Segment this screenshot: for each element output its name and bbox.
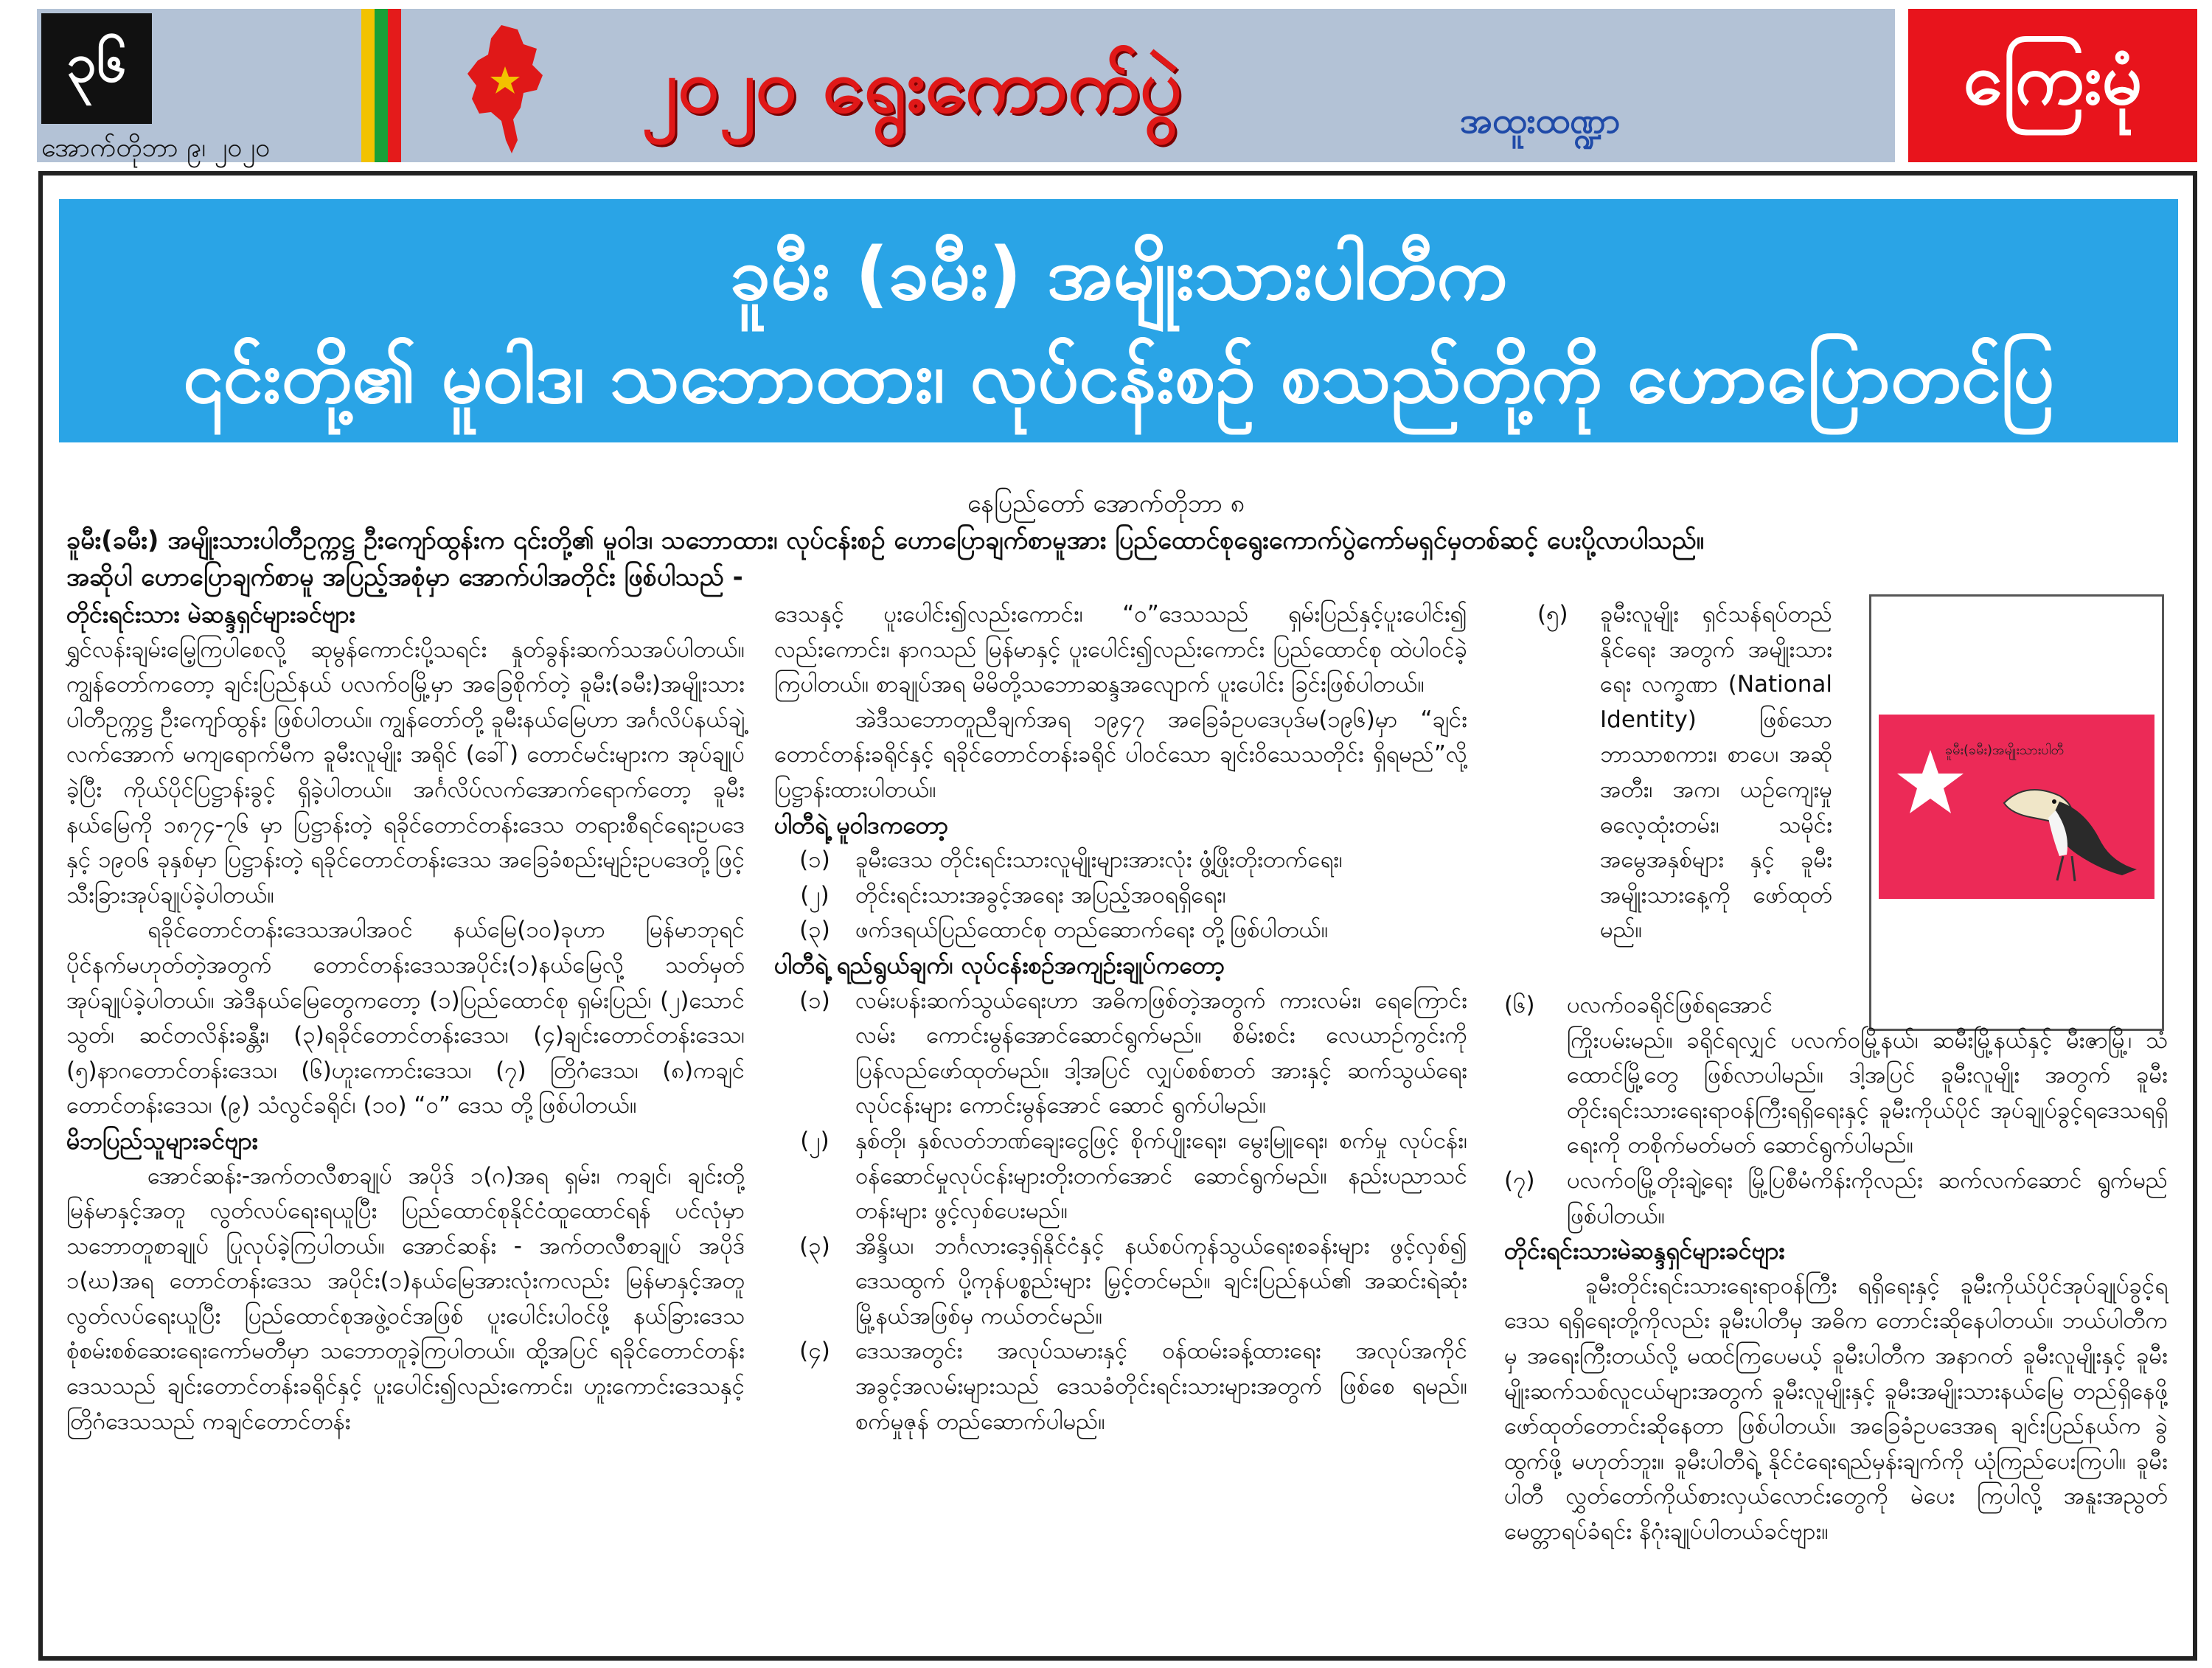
headline-line-1: ခူမီး (ခမီး) အမျိုးသားပါတီက (729, 232, 1508, 316)
list-number: (၃) (799, 917, 830, 944)
list-item (774, 913, 1467, 948)
newspaper-header (37, 9, 2197, 162)
list-text: ကြိုးပမ်းမည်။ ခရိုင်ရလျှင် ပလက်ဝမြို့နယ်၊ ဆမီးမြို့နယ်နှင့် မီးဇာမြို့၊ သံထောင်မြို့တွေ ဖြစ်လာပါမည်။ ဒါ့အပြင် ခူမီးလူမျိုး အတွက် ခူမီးတိုင်းရင်းသားရေးရာဝန်ကြီးရရှိရေးနှင့် ခူမီးကိုယ်ပိုင် အုပ်ချုပ်ခွင့်ရဒေသရရှိရေးကို တစိုက်မတ်မတ် ဆောင်ရွက်ပါမည်။ (1567, 1026, 2168, 1159)
list-number: (၂) (800, 1127, 830, 1154)
party-flag (1879, 715, 2154, 899)
paragraph: အဲဒီသဘောတူညီချက်အရ ၁၉၄၇ အခြေခံဥပဒေပုဒ်မ(၁၉၆)မှာ “ချင်း တောင်တန်းခရိုင်နှင့် ရခိုင်တောင်တန်းခရိုင် ပါဝင်သော ချင်းဝိသေသတိုင်း ရှိရမည်”လို့ ပြဋ္ဌာန်းထားပါတယ်။ (774, 706, 1467, 803)
list-text: တိုင်းရင်းသားအခွင့်အရေး အပြည့်အဝရရှိရေး၊ (855, 881, 1226, 908)
headline-line-2: ၎င်းတို့၏ မူဝါဒ၊ သဘောထား၊ လုပ်ငန်းစဉ် စသည်တို့ကို ဟောပြောတင်ပြ (182, 336, 2055, 420)
column-1 (66, 597, 745, 1439)
subheading: ပါတီရဲ့ မူဝါဒကတော့ (774, 810, 948, 839)
list-text: ဖက်ဒရယ်ပြည်ထောင်စု တည်ဆောက်ရေး တို့ဖြစ်ပါတယ်။ (855, 917, 1329, 944)
list-number: (၂) (800, 881, 830, 908)
lead-intro: အဆိုပါ ဟောပြောချက်စာမူ အပြည့်အစုံမှာ အောက်ပါအတိုင်း ဖြစ်ပါသည် - (66, 563, 743, 592)
list-text: နှစ်တို၊ နှစ်လတ်ဘဏ်ချေးငွေဖြင့် စိုက်ပျိုးရေး၊ မွေးမြူရေး၊ စက်မှု လုပ်ငန်း၊ ဝန်ဆောင်မှုလုပ်ငန်းများတိုးတက်အောင် ဆောင်ရွက်မည်။ နည်းပညာသင်တန်းများ ဖွင့်လှစ်ပေးမည်။ (855, 1127, 1467, 1225)
paragraph: အောင်ဆန်း-အက်တလီစာချုပ် အပိုဒ် ၁(ဂ)အရ ရှမ်း၊ ကချင်၊ ချင်းတို့ မြန်မာနှင့်အတူ လွတ်လပ်ရေးရယူပြီး ပြည်ထောင်စုနိုင်ငံထူထောင်ရန် ပင်လုံမှာ သဘောတူစာချုပ် ပြုလုပ်ခဲ့ကြပါတယ်။ အောင်ဆန်း - အက်တလီစာချုပ် အပိုဒ် ၁(ဃ)အရ တောင်တန်းဒေသ အပိုင်း(၁)နယ်မြေအားလုံးကလည်း မြန်မာနှင့်အတူ လွတ်လပ်ရေးယူပြီး ပြည်ထောင်စုအဖွဲ့ဝင်အဖြစ် ပူးပေါင်းပါဝင်ဖို့ နယ်ခြားဒေသ စုံစမ်းစစ်ဆေးရေးကော်မတီမှာ သဘောတူခဲ့ကြပါတယ်။ ထို့အပြင် ရခိုင်တောင်တန်းဒေသသည် ချင်းတောင်တန်းခရိုင်နှင့် ပူးပေါင်း၍လည်းကောင်း၊ ဟူးကောင်းဒေသနှင့် တြိဂံဒေသသည် ကချင်တောင်တန်း (66, 1162, 745, 1435)
list-number: (၁) (799, 987, 830, 1014)
list-text: ဒေသအတွင်း အလုပ်သမားနှင့် ဝန်ထမ်းခန့်ထားရေး အလုပ်အကိုင် အခွင့်အလမ်းများသည် ဒေသခံတိုင်းရင်းသားများအတွက် ဖြစ်စေ ရမည်။ စက်မှုဇုန် တည်ဆောက်ပါမည်။ (855, 1338, 1467, 1435)
list-item (774, 1124, 1467, 1229)
headline-banner (59, 199, 2178, 442)
column-3-upper (1537, 597, 1832, 948)
list-item (774, 843, 1467, 878)
lead-paragraph: ခူမီး(ခမီး) အမျိုးသားပါတီဥက္ကဋ္ဌ ဦးကျော်ထွန်းက ၎င်းတို့၏ မူဝါဒ၊ သဘောထား၊ လုပ်ငန်းစဉ် ဟောပြောချက်စာမူအား ပြည်ထောင်စုရွေးကောက်ပွဲကော်မရှင်မှတစ်ဆင့် ပေးပို့လာပါသည်။ (66, 526, 1704, 555)
paragraph: ရခိုင်တောင်တန်းဒေသအပါအဝင် နယ်မြေ(၁၀)ခုဟာ မြန်မာဘုရင် ပိုင်နက်မဟုတ်တဲ့အတွက် တောင်တန်းဒေသအပိုင်း(၁)နယ်မြေလို့ သတ်မှတ် အုပ်ချုပ်ခဲ့ပါတယ်။ အဲဒီနယ်မြေတွေကတော့ (၁)ပြည်ထောင်စု ရှမ်းပြည်၊ (၂)သောင်သွတ်၊ ဆင်တလိန်းခန္တီး၊ (၃)ရခိုင်တောင်တန်းဒေသ၊ (၄)ချင်းတောင်တန်းဒေသ၊ (၅)နာဂတောင်တန်းဒေသ၊ (၆)ဟူးကောင်းဒေသ၊ (၇) တြိဂံဒေသ၊ (၈)ကချင်တောင်တန်းဒေသ၊ (၉) သံလွင်ခရိုင်၊ (၁၀) “ဝ” ဒေသ တို့ဖြစ်ပါတယ်။ (66, 917, 745, 1119)
list-item (774, 1334, 1467, 1439)
list-item (1504, 988, 2168, 1024)
list-number: (၄) (799, 1338, 830, 1365)
paragraph: ရွှင်လန်းချမ်းမြေ့ကြပါစေလို့ ဆုမွန်ကောင်းပို့သရင်း နှုတ်ခွန်းဆက်သအပ်ပါတယ်။ ကျွန်တော်ကတော့ ချင်းပြည်နယ် ပလက်ဝမြို့မှာ အခြေစိုက်တဲ့ ခူမီး(ခမီး)အမျိုးသားပါတီဥက္ကဋ္ဌ ဦးကျော်ထွန်း ဖြစ်ပါတယ်။ ကျွန်တော်တို့ ခူမီးနယ်မြေဟာ အင်္ဂလိပ်နယ်ချဲ့လက်အောက် မကျရောက်မီက ခူမီးလူမျိုး အရိုင် (ခေါ်) တောင်မင်းများက အုပ်ချုပ်ခဲ့ပြီး ကိုယ်ပိုင်ပြဋ္ဌာန်းခွင့် ရှိခဲ့ပါတယ်။ အင်္ဂလိပ်လက်အောက်ရောက်တော့ ခူမီးနယ်မြေကို ၁၈၇၄-၇၆ မှာ ပြဋ္ဌာန်းတဲ့ ရခိုင်တောင်တန်းဒေသ တရားစီရင်ရေးဥပဒေနှင့် ၁၉၀၆ ခုနှစ်မှာ ပြဋ္ဌာန်းတဲ့ ရခိုင်တောင်တန်းဒေသ အခြေခံစည်းမျဉ်းဥပဒေတို့ဖြင့် သီးခြားအုပ်ချုပ်ခဲ့ပါတယ်။ (66, 636, 745, 908)
list-item (774, 878, 1467, 914)
subheading: တိုင်းရင်းသား မဲဆန္ဒရှင်များခင်ဗျား (66, 600, 355, 628)
list-number: (၇) (1504, 1167, 1535, 1194)
dateline: နေပြည်တော် အောက်တိုဘာ ၈ (967, 489, 1245, 518)
list-text: ခူမီးလူမျိုး ရှင်သန်ရပ်တည်နိုင်ရေး အတွက် အမျိုးသားရေး လက္ခဏာ (National Identity) ဖြစ်သော ဘာသာစကား၊ စာပေ၊ အဆိုအတီး၊ အက၊ ယဉ်ကျေးမှုဓလေ့ထုံးတမ်း၊ သမိုင်း အမွေအနှစ်များ နှင့် ခူမီးအမျိုးသားနေ့ကို ဖော်ထုတ်မည်။ (1600, 601, 1832, 944)
hornbill-icon (1989, 774, 2144, 892)
issue-date: အောက်တိုဘာ ၉၊ ၂၀၂၀ (41, 133, 271, 163)
list-text: ပလက်ဝမြို့တိုးချဲ့ရေး မြို့ပြစီမံကိန်းကိုလည်း ဆက်လက်ဆောင် ရွက်မည်ဖြစ်ပါတယ်။ (1567, 1167, 2168, 1229)
list-item (774, 984, 1467, 1124)
paragraph: ခူမီးတိုင်းရင်းသားရေးရာဝန်ကြီး ရရှိရေးနှင့် ခူမီးကိုယ်ပိုင်အုပ်ချုပ်ခွင့်ရဒေသ ရရှိရေးတို့ကိုလည်း ခူမီးပါတီမှ အဓိက တောင်းဆိုနေပါတယ်။ ဘယ်ပါတီကမှ အရေးကြီးတယ်လို့ မထင်ကြပေမယ့် ခူမီးပါတီက အနာဂတ် ခူမီးလူမျိုးနှင့် ခူမီးမျိုးဆက်သစ်လူငယ်များအတွက် ခူမီးလူမျိုးနှင့် ခူမီးအမျိုးသားနယ်မြေ တည်ရှိနေဖို့ ဖော်ထုတ်တောင်းဆိုနေတာ ဖြစ်ပါတယ်။ အခြေခံဥပဒေအရ ချင်းပြည်နယ်က ခွဲထွက်ဖို့ မဟုတ်ဘူး။ ခူမီးပါတီရဲ့ နိုင်ငံရေးရည်မှန်းချက်ကို ယုံကြည်ပေးကြပါ။ ခူမီးပါတီ လွှတ်တော်ကိုယ်စားလှယ်လောင်းတွေကို မဲပေး ကြပါလို့ အနူးအညွတ် မေတ္တာရပ်ခံရင်း နိဂုံးချုပ်ပါတယ်ခင်ဗျား။ (1504, 1272, 2168, 1545)
section-title: ၂၀၂၀ ရွေးကောက်ပွဲ (641, 43, 1182, 129)
section-subtitle: အထူးထဏ္ဍာ (1460, 100, 1621, 142)
column-3-lower (1504, 988, 2168, 1550)
subheading: မိဘပြည်သူများခင်ဗျား (66, 1126, 258, 1155)
myanmar-flag-stripes (361, 9, 401, 162)
list-number: (၅) (1537, 601, 1568, 628)
list-number-spacer (1504, 1024, 1567, 1164)
list-text: လမ်းပန်းဆက်သွယ်ရေးဟာ အဓိကဖြစ်တဲ့အတွက် ကားလမ်း၊ ရေကြောင်းလမ်း ကောင်းမွန်အောင်ဆောင်ရွက်မည်။ စိမ်းစင်း လေယာဉ်ကွင်းကို ပြန်လည်ဖော်ထုတ်မည်။ ဒါ့အပြင် လျှပ်စစ်စာတ် အားနှင့် ဆက်သွယ်ရေးလုပ်ငန်းများ ကောင်းမွန်အောင် ဆောင် ရွက်ပါမည်။ (855, 987, 1467, 1119)
list-text: ပလက်ဝခရိုင်ဖြစ်ရအောင် (1567, 992, 1773, 1018)
list-item (1504, 1164, 2168, 1234)
column-2 (774, 597, 1467, 1439)
subheading: ပါတီရဲ့ ရည်ရွယ်ချက်၊ လုပ်ငန်းစဉ်အကျဉ်းချုပ်ကတော့ (774, 951, 1225, 979)
list-number: (၁) (799, 847, 830, 874)
list-item (1504, 1024, 2168, 1164)
newspaper-logo: ကြေးမုံ (1908, 9, 2197, 162)
list-number: (၃) (799, 1232, 830, 1259)
myanmar-map-icon (450, 22, 560, 156)
page-number: ၃၆ (41, 13, 152, 124)
paragraph: ဒေသနှင့် ပူးပေါင်း၍လည်းကောင်း၊ “ဝ”ဒေသသည် ရှမ်းပြည်နှင့်ပူးပေါင်း၍ လည်းကောင်း၊ နာဂသည် မြန်မာနှင့် ပူးပေါင်း၍လည်းကောင်း ပြည်ထောင်စု ထဲပါဝင်ခဲ့ကြပါတယ်။ စာချုပ်အရ မိမိတို့သဘောဆန္ဒအလျောက် ပူးပေါင်း ခြင်းဖြစ်ပါတယ်။ (774, 601, 1467, 698)
list-item (1537, 597, 1832, 948)
subheading: တိုင်းရင်းသားမဲဆန္ဒရှင်များခင်ဗျား (1504, 1237, 1785, 1265)
list-item (774, 1229, 1467, 1335)
party-flag-image (1869, 594, 2164, 1031)
list-text: အိန္ဒိယ၊ ဘင်္ဂလားဒေ့ရှ်နိုင်ငံနှင့် နယ်စပ်ကုန်သွယ်ရေးစခန်းများ ဖွင့်လှစ်၍ ဒေသထွက် ပို့ကုန်ပစ္စည်းများ မြှင့်တင်မည်။ ချင်းပြည်နယ်၏ အဆင်းရဲဆုံးမြို့နယ်အဖြစ်မှ ကယ်တင်မည်။ (855, 1232, 1467, 1330)
party-name-on-flag: ခူမီး(ခမီး)အမျိုးသားပါတီ (1945, 743, 2065, 758)
list-number: (၆) (1504, 992, 1535, 1018)
list-text: ခူမီးဒေသ တိုင်းရင်းသားလူမျိုးများအားလုံး ဖွံ့ဖြိုးတိုးတက်ရေး၊ (855, 847, 1343, 874)
